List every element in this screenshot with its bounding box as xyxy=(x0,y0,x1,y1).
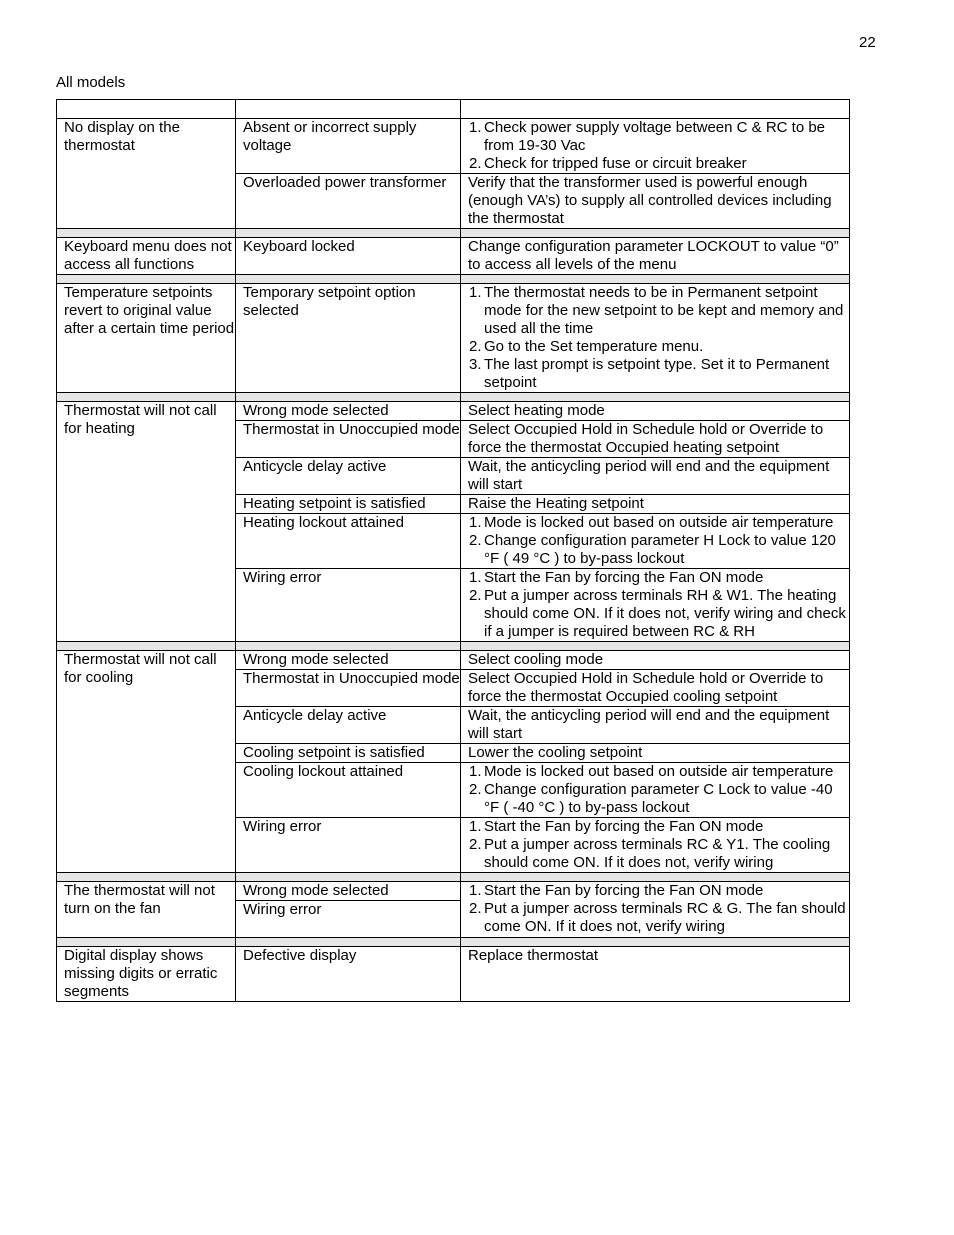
separator-cell xyxy=(236,642,461,651)
solution-steps xyxy=(468,763,849,817)
cause-cell: Overloaded power transformer xyxy=(236,174,461,229)
solution-cell xyxy=(461,119,850,174)
cause-cell: Defective display xyxy=(236,947,461,1002)
cause-cell: Wiring error xyxy=(236,818,461,873)
step-number: 2. xyxy=(469,532,482,549)
step-number: 2. xyxy=(469,587,482,604)
separator-cell xyxy=(57,642,236,651)
cause-cell: Wrong mode selected xyxy=(236,402,461,421)
solution-cell: Select Occupied Hold in Schedule hold or Override to force the thermostat Occupied heating setpoint xyxy=(461,421,850,458)
step-text: Put a jumper across terminals RC & G. The fan should come ON. If it does not, verify wiring xyxy=(484,900,846,935)
step-text: Mode is locked out based on outside air temperature xyxy=(484,514,834,531)
solution-steps xyxy=(468,119,849,173)
step-text: Start the Fan by forcing the Fan ON mode xyxy=(484,569,764,586)
solution-steps xyxy=(468,818,849,872)
problem-cell: Thermostat will not call for cooling xyxy=(57,651,236,873)
group-separator xyxy=(57,393,850,402)
step-text: Mode is locked out based on outside air temperature xyxy=(484,763,834,780)
solution-step xyxy=(468,763,849,781)
solution-step xyxy=(468,514,849,532)
table-row xyxy=(57,402,850,421)
step-text: Start the Fan by forcing the Fan ON mode xyxy=(484,818,764,835)
solution-step xyxy=(468,119,849,155)
problem-cell: Keyboard menu does not access all functions xyxy=(57,238,236,275)
step-text: The last prompt is setpoint type. Set it to Permanent setpoint xyxy=(484,356,830,391)
separator-cell xyxy=(461,873,850,882)
cause-cell: Wrong mode selected xyxy=(236,882,461,901)
separator-cell xyxy=(461,393,850,402)
step-number: 1. xyxy=(469,119,482,136)
solution-step xyxy=(468,587,849,641)
cause-cell: Keyboard locked xyxy=(236,238,461,275)
table-row xyxy=(57,947,850,1002)
cause-cell: Cooling setpoint is satisfied xyxy=(236,744,461,763)
group-separator xyxy=(57,938,850,947)
cause-cell: Thermostat in Unoccupied mode xyxy=(236,421,461,458)
step-number: 2. xyxy=(469,781,482,798)
solution-step xyxy=(468,882,849,900)
separator-cell xyxy=(236,275,461,284)
section-title: All models xyxy=(56,74,126,91)
table-row xyxy=(57,119,850,174)
solution-cell: Select Occupied Hold in Schedule hold or Override to force the thermostat Occupied cooling setpoint xyxy=(461,670,850,707)
problem-cell: No display on the thermostat xyxy=(57,119,236,229)
separator-cell xyxy=(461,275,850,284)
separator-cell xyxy=(461,642,850,651)
cause-cell: Wiring error xyxy=(236,901,461,938)
step-number: 1. xyxy=(469,763,482,780)
separator-cell xyxy=(461,938,850,947)
solution-cell: Select cooling mode xyxy=(461,651,850,670)
cause-cell: Wiring error xyxy=(236,569,461,642)
table-header-row xyxy=(57,100,850,119)
solution-cell xyxy=(461,514,850,569)
solution-step xyxy=(468,569,849,587)
step-number: 1. xyxy=(469,818,482,835)
step-text: Check for tripped fuse or circuit breaker xyxy=(484,155,747,172)
troubleshooting-table xyxy=(56,99,850,1002)
solution-step xyxy=(468,155,849,173)
group-separator xyxy=(57,229,850,238)
page-number: 22 xyxy=(859,34,876,51)
cause-cell: Anticycle delay active xyxy=(236,458,461,495)
solution-step xyxy=(468,338,849,356)
cause-cell: Cooling lockout attained xyxy=(236,763,461,818)
solution-steps xyxy=(468,569,849,641)
solution-steps xyxy=(468,514,849,568)
separator-cell xyxy=(57,873,236,882)
separator-cell xyxy=(57,275,236,284)
table-row xyxy=(57,882,850,901)
solution-cell: Select heating mode xyxy=(461,402,850,421)
separator-cell xyxy=(57,393,236,402)
solution-cell: Change configuration parameter LOCKOUT to value “0” to access all levels of the menu xyxy=(461,238,850,275)
table-row xyxy=(57,651,850,670)
problem-cell: Digital display shows missing digits or erratic segments xyxy=(57,947,236,1002)
solution-step xyxy=(468,356,849,392)
step-number: 2. xyxy=(469,338,482,355)
group-separator xyxy=(57,275,850,284)
solution-cell xyxy=(461,818,850,873)
solution-cell xyxy=(461,763,850,818)
solution-cell xyxy=(461,284,850,393)
problem-cell: Thermostat will not call for heating xyxy=(57,402,236,642)
cause-cell: Anticycle delay active xyxy=(236,707,461,744)
header-cell-solution xyxy=(461,100,850,119)
step-number: 1. xyxy=(469,882,482,899)
cause-cell: Thermostat in Unoccupied mode xyxy=(236,670,461,707)
step-text: Change configuration parameter H Lock to value 120 °F ( 49 °C ) to by-pass lockout xyxy=(484,532,836,567)
solution-step xyxy=(468,284,849,338)
step-text: Check power supply voltage between C & RC to be from 19-30 Vac xyxy=(484,119,826,154)
step-text: Put a jumper across terminals RH & W1. The heating should come ON. If it does not, verify wiring and check if a jumper is required between RC & RH xyxy=(484,587,846,640)
solution-cell xyxy=(461,882,850,938)
solution-cell: Raise the Heating setpoint xyxy=(461,495,850,514)
separator-cell xyxy=(236,873,461,882)
solution-step xyxy=(468,532,849,568)
solution-cell xyxy=(461,569,850,642)
cause-cell: Temporary setpoint option selected xyxy=(236,284,461,393)
problem-cell: The thermostat will not turn on the fan xyxy=(57,882,236,938)
step-number: 1. xyxy=(469,569,482,586)
solution-step xyxy=(468,818,849,836)
solution-cell: Verify that the transformer used is powerful enough (enough VA’s) to supply all controlled devices including the thermostat xyxy=(461,174,850,229)
header-cell-problem xyxy=(57,100,236,119)
table-row xyxy=(57,238,850,275)
step-number: 1. xyxy=(469,514,482,531)
step-number: 1. xyxy=(469,284,482,301)
step-text: Change configuration parameter C Lock to value -40 °F ( -40 °C ) to by-pass lockout xyxy=(484,781,833,816)
solution-step xyxy=(468,900,849,936)
solution-step xyxy=(468,781,849,817)
separator-cell xyxy=(236,938,461,947)
cause-cell: Absent or incorrect supply voltage xyxy=(236,119,461,174)
solution-cell: Lower the cooling setpoint xyxy=(461,744,850,763)
solution-step xyxy=(468,836,849,872)
step-number: 2. xyxy=(469,836,482,853)
solution-steps xyxy=(468,284,849,392)
separator-cell xyxy=(236,229,461,238)
step-number: 3. xyxy=(469,356,482,373)
cause-cell: Wrong mode selected xyxy=(236,651,461,670)
solution-cell: Wait, the anticycling period will end and the equipment will start xyxy=(461,458,850,495)
cause-cell: Heating lockout attained xyxy=(236,514,461,569)
step-text: Put a jumper across terminals RC & Y1. The cooling should come ON. If it does not, verify wiring xyxy=(484,836,831,871)
separator-cell xyxy=(236,393,461,402)
solution-cell: Wait, the anticycling period will end and the equipment will start xyxy=(461,707,850,744)
step-number: 2. xyxy=(469,900,482,917)
separator-cell xyxy=(57,229,236,238)
separator-cell xyxy=(461,229,850,238)
cause-cell: Heating setpoint is satisfied xyxy=(236,495,461,514)
step-text: Go to the Set temperature menu. xyxy=(484,338,704,355)
step-text: Start the Fan by forcing the Fan ON mode xyxy=(484,882,764,899)
step-text: The thermostat needs to be in Permanent setpoint mode for the new setpoint to be kept and memory and used all the time xyxy=(484,284,844,337)
table-row xyxy=(57,284,850,393)
group-separator xyxy=(57,642,850,651)
step-number: 2. xyxy=(469,155,482,172)
solution-cell: Replace thermostat xyxy=(461,947,850,1002)
separator-cell xyxy=(57,938,236,947)
solution-steps xyxy=(468,882,849,936)
problem-cell: Temperature setpoints revert to original value after a certain time period xyxy=(57,284,236,393)
group-separator xyxy=(57,873,850,882)
header-cell-cause xyxy=(236,100,461,119)
